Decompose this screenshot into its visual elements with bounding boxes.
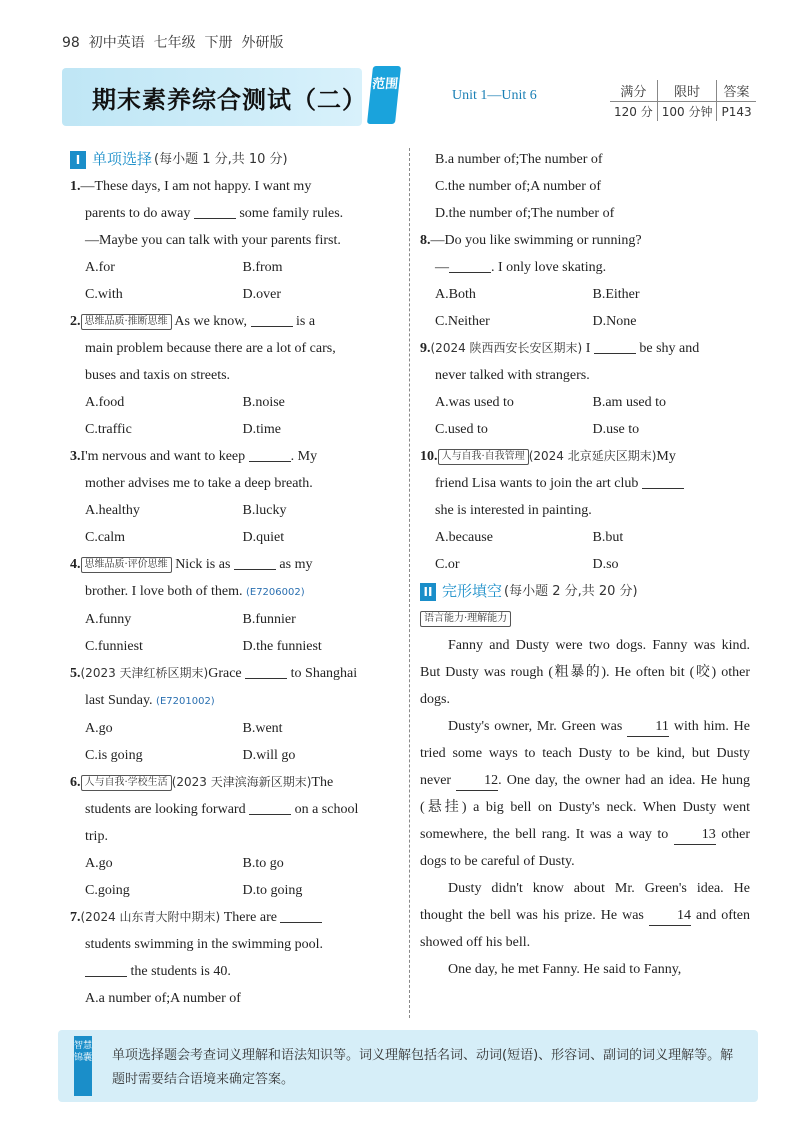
option-c[interactable]: C.traffic	[85, 422, 132, 437]
question-1	[70, 173, 400, 308]
option-a[interactable]: A.healthy	[85, 503, 140, 518]
passage-paragraph	[420, 875, 750, 956]
full-score-value: 120 分	[614, 105, 653, 119]
question-text: The	[311, 775, 334, 790]
answer-blank[interactable]	[245, 664, 287, 679]
answer-blank[interactable]	[251, 312, 293, 327]
question-number: 7.	[70, 910, 81, 925]
option-d[interactable]: D.to going	[242, 883, 303, 898]
question-2	[70, 308, 400, 443]
section-title: 单项选择	[92, 150, 153, 168]
question-text: brother. I love both of them.	[85, 584, 243, 599]
option-a[interactable]: A.a number of;A number of	[85, 991, 241, 1006]
option-a[interactable]: A.was used to	[435, 395, 514, 410]
answer-blank[interactable]	[449, 258, 491, 273]
exam-meta-table	[610, 80, 756, 121]
passage-paragraph: Fanny and Dusty were two dogs. Fanny was kind. But Dusty was rough (粗暴的). He often bit (咬) other dogs.	[420, 638, 750, 707]
term: 下册	[204, 35, 233, 51]
question-text: parents to do away	[85, 206, 191, 221]
time-limit-value: 100 分钟	[657, 102, 717, 122]
cloze-blank-12[interactable]: 12	[456, 772, 498, 791]
question-text: students swimming in the swimming pool.	[85, 937, 324, 952]
section-note: (每小题 2 分,共 20 分)	[504, 584, 638, 599]
option-a[interactable]: A.go	[85, 856, 113, 871]
question-8	[420, 227, 750, 335]
option-d[interactable]: D.over	[242, 287, 281, 302]
question-text: Nick is as	[175, 557, 231, 572]
question-6	[70, 769, 400, 904]
answer-blank[interactable]	[594, 339, 636, 354]
grade: 七年级	[153, 35, 196, 51]
option-d[interactable]: D.None	[592, 314, 637, 329]
full-score-label: 满分	[610, 80, 657, 102]
question-5	[70, 660, 400, 769]
passage-text: Dusty's owner, Mr. Green was	[448, 719, 623, 734]
question-text: I	[585, 341, 591, 356]
question-7-continued	[420, 146, 750, 227]
question-text: —These days, I am not happy. I want my	[80, 179, 312, 194]
time-limit-label: 限时	[657, 80, 717, 102]
answer-blank[interactable]	[249, 447, 291, 462]
option-d[interactable]: D.so	[592, 557, 619, 572]
question-text: . My	[290, 449, 318, 464]
option-c[interactable]: C.is going	[85, 748, 143, 763]
question-7	[70, 904, 400, 1012]
question-9	[420, 335, 750, 443]
passage-text: other dogs to be careful of Dusty.	[420, 827, 751, 869]
option-d[interactable]: D.the funniest	[242, 639, 322, 654]
option-a[interactable]: A.food	[85, 395, 125, 410]
question-text: buses and taxis on streets.	[85, 368, 231, 383]
answer-blank[interactable]	[194, 204, 236, 219]
option-c[interactable]: C.used to	[435, 422, 488, 437]
option-a[interactable]: A.because	[435, 530, 493, 545]
option-b[interactable]: B.to go	[242, 856, 284, 871]
passage-text: . One day, the owner had an idea. He hung (悬挂) a big bell on Dusty's neck. When Dusty went somewhere, the bell rang. It was a way to	[420, 773, 750, 842]
page-number: 98	[62, 35, 80, 51]
question-text: the students is 40.	[130, 964, 231, 979]
question-3	[70, 443, 400, 551]
answer-page: P143	[717, 102, 756, 122]
option-c[interactable]: C.the number of;A number of	[435, 179, 602, 194]
skill-tag: 思维品质·评价思维	[81, 557, 172, 573]
cloze-blank-11[interactable]: 11	[627, 718, 669, 737]
passage-text: Dusty didn't know about Mr. Green's idea. He thought the bell was his prize. He was	[420, 881, 750, 923]
tip-text: 单项选择题会考查词义理解和语法知识等。词义理解包括名词、动词(短语)、形容词、副词的词义理解等。解题时需要结合语境来确定答案。	[112, 1048, 734, 1087]
edition: 外研版	[241, 35, 284, 51]
question-text: be shy and	[639, 341, 700, 356]
cloze-blank-13[interactable]: 13	[674, 826, 716, 845]
option-b[interactable]: B.noise	[242, 395, 285, 410]
option-b[interactable]: B.a number of;The number of	[435, 152, 603, 167]
question-10	[420, 443, 750, 578]
option-c[interactable]: C.going	[85, 883, 130, 898]
question-number: 9.	[420, 341, 431, 356]
question-text: mother advises me to take a deep breath.	[85, 476, 313, 491]
question-number: 10.	[420, 449, 438, 464]
option-c[interactable]: C.with	[85, 287, 123, 302]
question-source: (2023 天津红桥区期末)	[80, 666, 209, 680]
question-text: as my	[279, 557, 313, 572]
question-text: Grace	[208, 666, 242, 681]
option-a[interactable]: A.for	[85, 260, 115, 275]
scope-range: Unit 1—Unit 6	[452, 88, 537, 103]
left-column	[70, 146, 400, 1012]
question-text: —	[435, 260, 449, 275]
question-text: some family rules.	[239, 206, 344, 221]
option-a[interactable]: A.go	[85, 721, 113, 736]
passage-text: and often showed off his bell.	[420, 908, 751, 950]
question-text: friend Lisa wants to join the art club	[435, 476, 639, 491]
option-b[interactable]: B.but	[592, 530, 624, 545]
skill-tag: 语言能力·理解能力	[420, 611, 511, 627]
option-d[interactable]: D.the number of;The number of	[435, 206, 615, 221]
question-number: 5.	[70, 666, 81, 681]
question-text: students are looking forward	[85, 802, 246, 817]
answer-blank[interactable]	[280, 908, 322, 923]
passage-paragraph	[420, 713, 750, 875]
section-heading	[420, 578, 750, 605]
question-source: (2023 天津滨海新区期末)	[171, 775, 312, 789]
question-number: 3.	[70, 449, 81, 464]
answer-blank[interactable]	[249, 800, 291, 815]
scope-badge: 范围	[367, 66, 401, 124]
running-header	[62, 32, 283, 52]
skill-tag: 人与自我·学校生活	[81, 775, 172, 791]
section-title: 完形填空	[442, 582, 503, 600]
answer-blank[interactable]	[85, 962, 127, 977]
option-d[interactable]: D.time	[242, 422, 281, 437]
section-number: II	[420, 583, 436, 601]
question-number: 1.	[70, 179, 81, 194]
question-code: (E7201002)	[156, 696, 215, 707]
option-c[interactable]: C.calm	[85, 530, 126, 545]
question-text: never talked with strangers.	[435, 368, 590, 383]
question-text: on a school	[294, 802, 359, 817]
option-d[interactable]: D.quiet	[242, 530, 285, 545]
option-c[interactable]: C.or	[435, 557, 460, 572]
option-a[interactable]: A.Both	[435, 287, 476, 302]
option-a[interactable]: A.funny	[85, 612, 132, 627]
passage-paragraph: One day, he met Fanny. He said to Fanny,	[448, 962, 682, 977]
section-note: (每小题 1 分,共 10 分)	[154, 152, 288, 167]
tip-badge: 智慧锦囊	[74, 1036, 92, 1096]
question-text: There are	[223, 910, 277, 925]
question-text: I'm nervous and want to keep	[80, 449, 246, 464]
answer-blank[interactable]	[642, 474, 684, 489]
answer-label: 答案	[717, 80, 756, 102]
option-b[interactable]: B.went	[242, 721, 283, 736]
question-text: . I only love skating.	[491, 260, 607, 275]
question-text: last Sunday.	[85, 693, 153, 708]
question-text: is a	[296, 314, 316, 329]
passage-text: with him. He tried some ways to teach Dusty to be kind, but Dusty never	[420, 719, 751, 788]
section-number: I	[70, 151, 86, 169]
skill-tag: 思维品质·推断思维	[81, 314, 172, 330]
option-d[interactable]: D.will go	[242, 748, 296, 763]
book-name: 初中英语	[88, 35, 145, 51]
skill-tag: 人与自我·自我管理	[438, 449, 529, 465]
option-b[interactable]: B.from	[242, 260, 283, 275]
question-number: 8.	[420, 233, 431, 248]
question-number: 2.	[70, 314, 81, 329]
cloze-blank-14[interactable]: 14	[649, 907, 691, 926]
question-text: —Maybe you can talk with your parents first.	[85, 233, 341, 248]
section-heading	[70, 146, 400, 173]
question-code: (E7206002)	[245, 587, 305, 598]
column-divider	[409, 148, 410, 1018]
question-text: My	[656, 449, 676, 464]
cloze-passage	[420, 632, 750, 983]
question-number: 4.	[70, 557, 81, 572]
right-column	[420, 146, 750, 983]
question-source: (2024 北京延庆区期末)	[528, 449, 657, 463]
question-source: (2024 陕西西安长安区期末)	[430, 341, 583, 355]
option-d[interactable]: D.use to	[592, 422, 640, 437]
option-c[interactable]: C.Neither	[435, 314, 490, 329]
option-b[interactable]: B.am used to	[592, 395, 666, 410]
page-title: 期末素养综合测试（二）	[92, 86, 367, 114]
option-b[interactable]: B.lucky	[242, 503, 287, 518]
option-b[interactable]: B.funnier	[242, 612, 296, 627]
question-4	[70, 551, 400, 660]
question-text: she is interested in painting.	[435, 503, 592, 518]
question-text: —Do you like swimming or running?	[430, 233, 642, 248]
question-number: 6.	[70, 775, 81, 790]
question-text: trip.	[85, 829, 108, 844]
question-text: As we know,	[174, 314, 248, 329]
option-b[interactable]: B.Either	[592, 287, 640, 302]
option-c[interactable]: C.funniest	[85, 639, 143, 654]
question-text: to Shanghai	[290, 666, 358, 681]
answer-blank[interactable]	[234, 555, 276, 570]
question-text: main problem because there are a lot of cars,	[85, 341, 336, 356]
question-source: (2024 山东青大附中期末)	[80, 910, 221, 924]
